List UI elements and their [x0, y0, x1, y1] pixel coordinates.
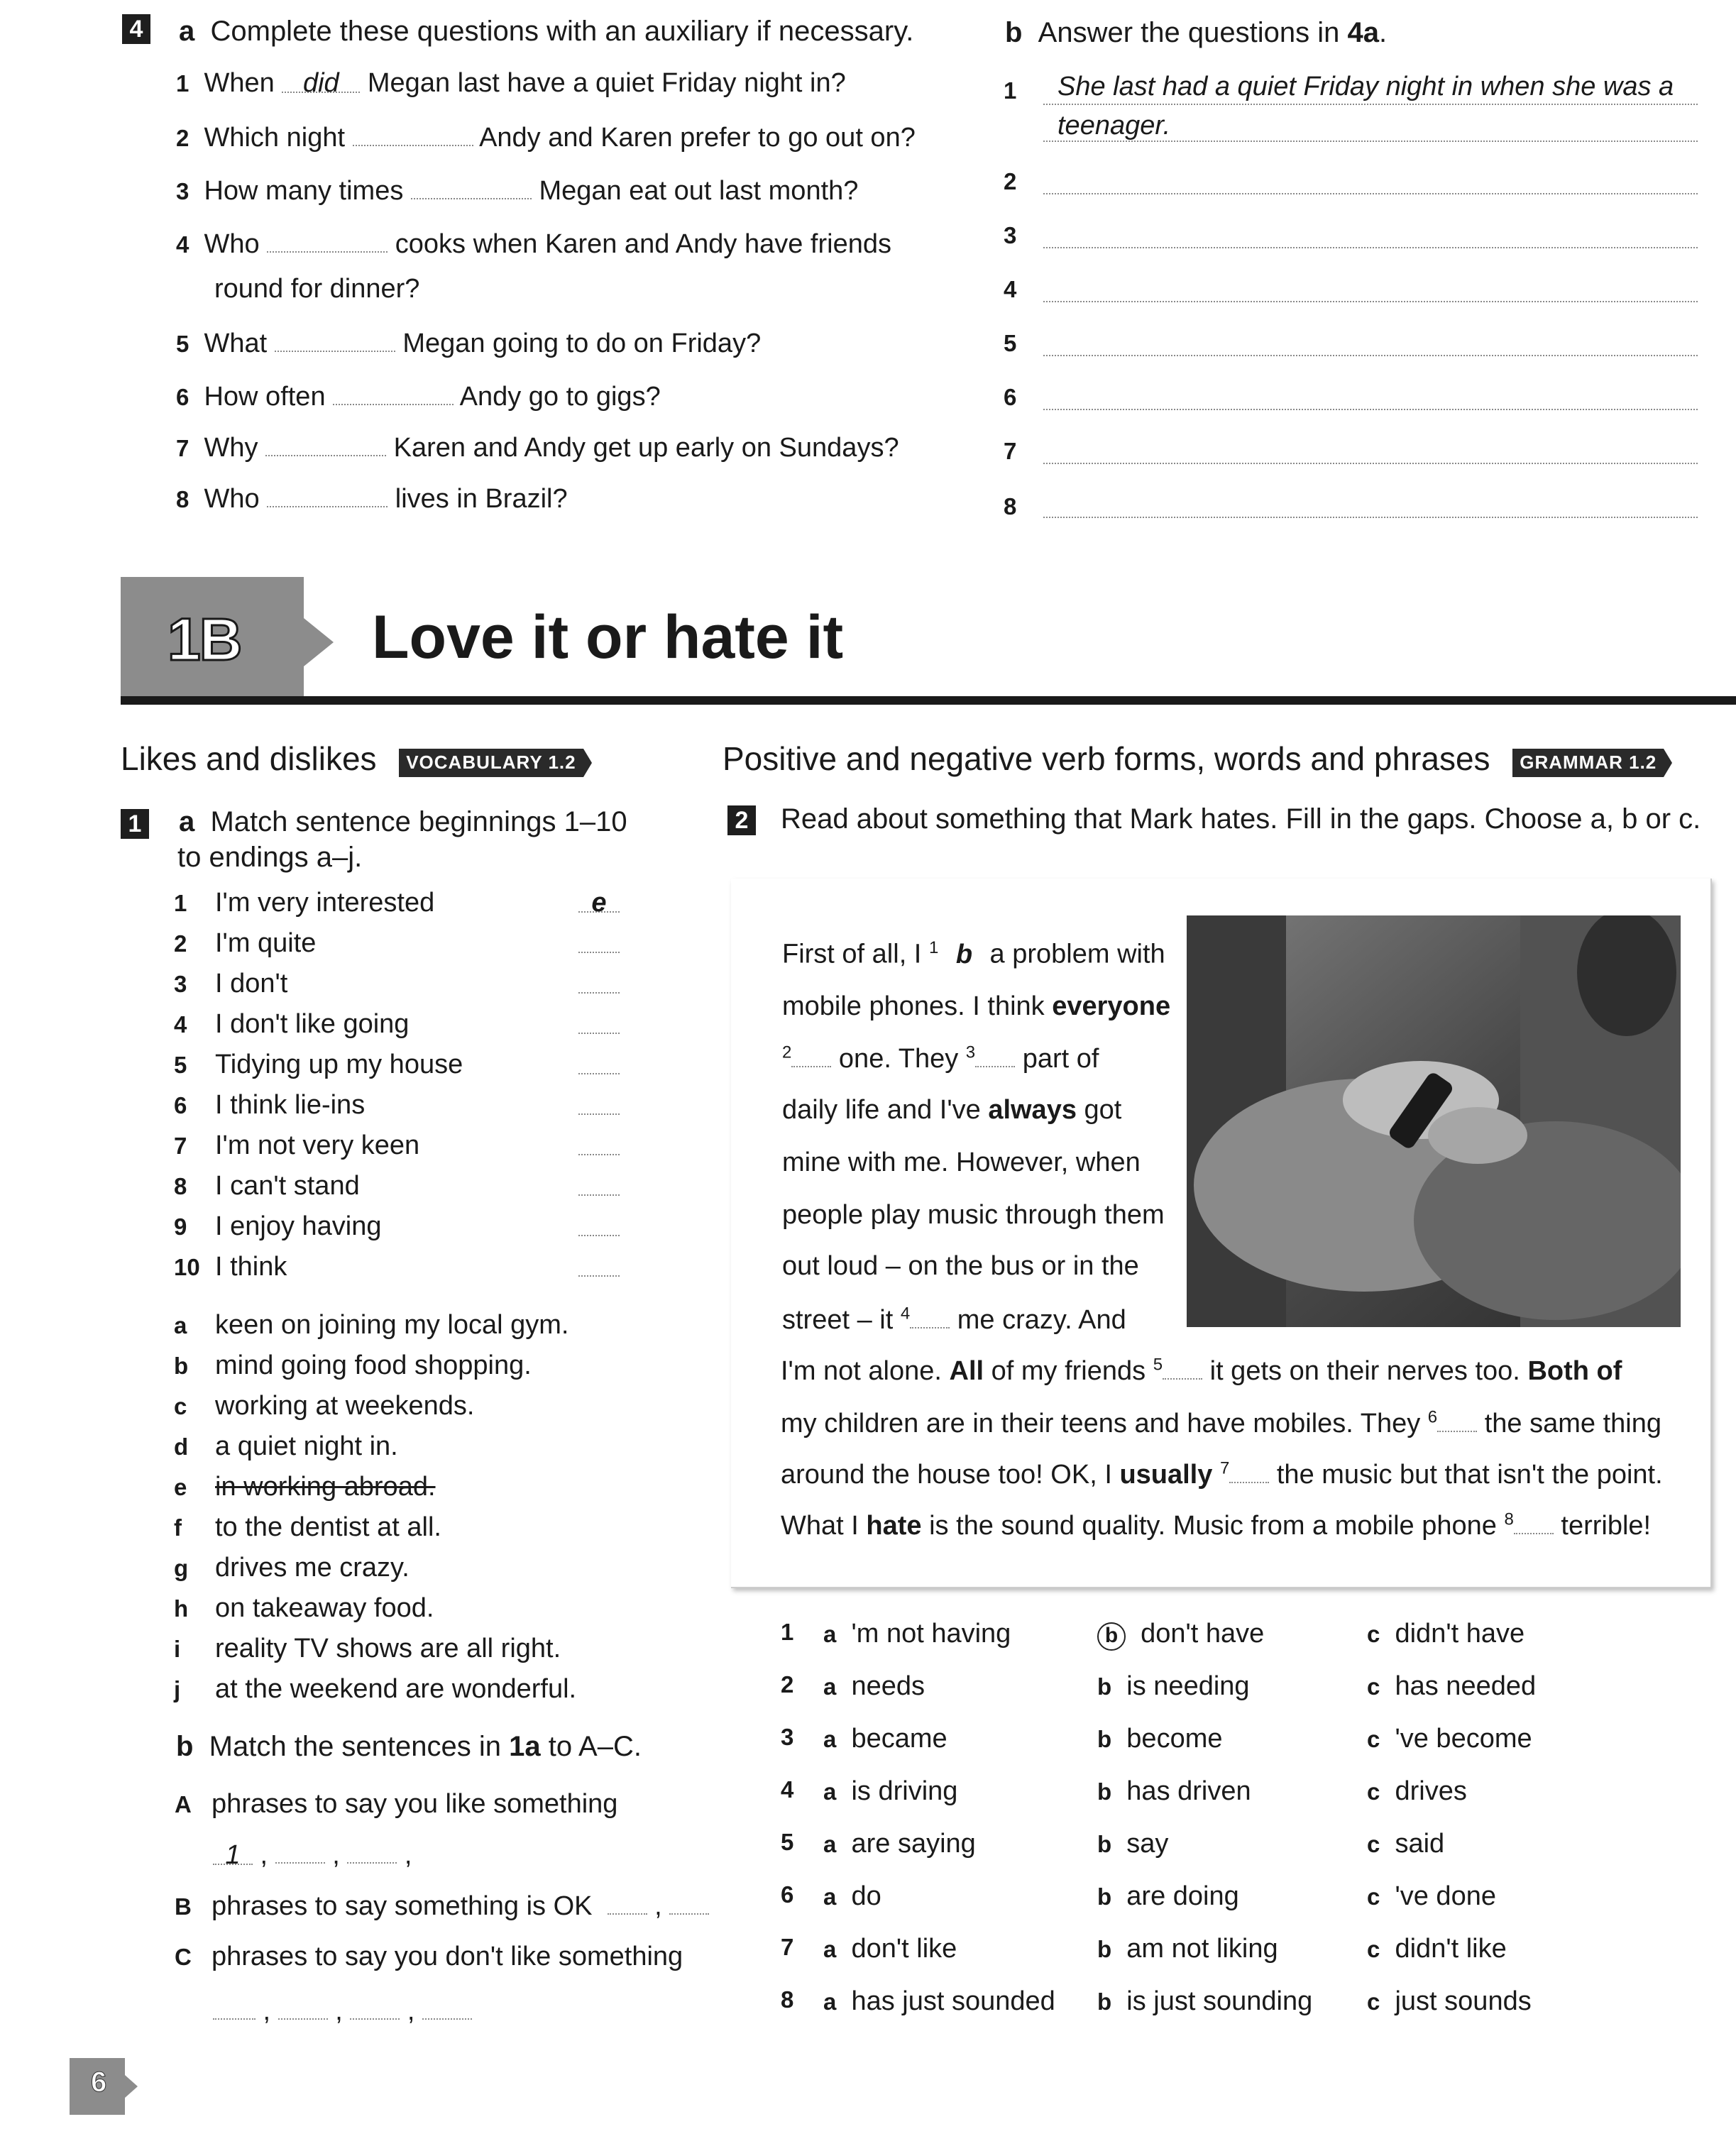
answer-gap[interactable]: 1	[213, 1839, 253, 1865]
unit-title: Love it or hate it	[372, 603, 844, 671]
question-6: 6 How often Andy go to gigs?	[176, 380, 661, 414]
answer-line[interactable]	[1043, 301, 1698, 302]
option-a[interactable]: a has just sounded	[823, 1986, 1055, 2016]
group-A: A phrases to say you like something	[175, 1789, 618, 1819]
answer-num-7: 7	[1004, 438, 1017, 464]
answer-line[interactable]	[1043, 463, 1698, 464]
item-letter: c	[174, 1393, 187, 1419]
beginnings-list	[174, 887, 628, 1299]
option-b[interactable]: b become	[1097, 1724, 1223, 1754]
item-text: drives me crazy.	[215, 1553, 410, 1583]
beginning-item	[174, 1008, 628, 1041]
vocab-1a-title-2: to endings a–j.	[177, 842, 363, 873]
answer-line[interactable]	[1043, 104, 1698, 105]
option-c[interactable]: c just sounds	[1367, 1986, 1532, 2016]
passage-line: I'm not alone. All of my friends $^5$ it gets on their nerves too. Both of	[781, 1355, 1622, 1386]
ex4b-title: b Answer the questions in 4a.	[1005, 17, 1388, 48]
item-letter: a	[174, 1312, 187, 1338]
question-8: 8 Who lives in Brazil?	[176, 482, 568, 516]
option-a[interactable]: a don't like	[823, 1934, 957, 1964]
answer-1-line1: She last had a quiet Friday night in when she was a	[1057, 72, 1674, 101]
option-b[interactable]: b has driven	[1097, 1776, 1251, 1806]
option-number: 5	[781, 1829, 794, 1855]
answer-gap[interactable]: did	[282, 67, 360, 93]
item-number: 3	[174, 971, 187, 997]
passage-line: mobile phones. I think everyone	[782, 991, 1171, 1021]
option-b[interactable]: b don't have	[1097, 1618, 1264, 1651]
item-text: Tidying up my house	[215, 1050, 463, 1079]
group-C-gaps: , , ,	[213, 1994, 472, 2028]
ending-item	[174, 1512, 441, 1544]
option-number: 7	[781, 1934, 794, 1960]
answer-gap[interactable]	[267, 482, 388, 507]
vocab-ex1-num: 1	[121, 809, 149, 839]
circled-answer-icon[interactable]: b	[1097, 1622, 1126, 1651]
unit-banner	[121, 577, 1736, 705]
beginning-item	[174, 1049, 628, 1082]
item-text: I'm very interested	[215, 888, 435, 918]
question-4: 4 Who cooks when Karen and Andy have friends	[176, 227, 891, 261]
option-c[interactable]: c didn't like	[1367, 1934, 1507, 1964]
item-text: I can't stand	[215, 1171, 360, 1201]
tag-arrow-icon	[1664, 749, 1672, 777]
item-text: reality TV shows are all right.	[215, 1634, 561, 1663]
passage-line: around the house too! OK, I usually $^7$ the music but that isn't the point.	[781, 1458, 1663, 1490]
answer-gap[interactable]	[267, 227, 388, 253]
item-number: 9	[174, 1214, 187, 1240]
question-5: 5 What Megan going to do on Friday?	[176, 326, 761, 361]
answer-line[interactable]	[1043, 409, 1698, 410]
item-letter: d	[174, 1434, 189, 1460]
item-text: I don't	[215, 969, 288, 999]
option-c[interactable]: c has needed	[1367, 1671, 1537, 1701]
answer-gap[interactable]	[213, 1994, 256, 2020]
item-letter: j	[174, 1676, 181, 1702]
ending-item	[174, 1350, 532, 1382]
option-b[interactable]: b say	[1097, 1829, 1169, 1859]
answer-num-3: 3	[1004, 222, 1017, 248]
item-text: I'm quite	[215, 928, 317, 958]
answer-num-2: 2	[1004, 168, 1017, 194]
item-number: 2	[174, 930, 187, 957]
answer-gap[interactable]	[669, 1889, 709, 1915]
beginning-item	[174, 1089, 628, 1122]
page-number: 6	[91, 2067, 107, 2098]
item-letter: g	[174, 1555, 189, 1581]
passage-line: out loud – on the bus or in the	[782, 1251, 1139, 1281]
passage-gap[interactable]: b	[955, 939, 973, 969]
passage-line: First of all, I $^1$ b a problem with	[782, 938, 1165, 971]
option-b[interactable]: b am not liking	[1097, 1934, 1278, 1964]
beginning-item	[174, 1130, 628, 1162]
vocab-1a-title: a Match sentence beginnings 1–10	[179, 806, 627, 837]
passage-gap[interactable]	[1437, 1407, 1477, 1432]
option-a[interactable]: a needs	[823, 1671, 925, 1701]
ending-item	[174, 1431, 398, 1463]
answer-gap[interactable]	[578, 1211, 620, 1236]
answer-gap[interactable]: e	[578, 887, 620, 913]
item-text: I don't like going	[215, 1009, 410, 1039]
item-letter: e	[174, 1474, 187, 1500]
answer-num-4: 4	[1004, 276, 1017, 302]
passage-line: street – it $^4$ me crazy. And	[782, 1304, 1126, 1335]
item-number: 8	[174, 1173, 187, 1199]
item-text: mind going food shopping.	[215, 1350, 532, 1380]
ending-item	[174, 1390, 474, 1423]
ending-item	[174, 1471, 436, 1504]
answer-gap[interactable]	[422, 1994, 472, 2020]
passage-gap[interactable]	[1514, 1509, 1554, 1534]
passage-gap[interactable]	[791, 1042, 831, 1067]
item-text: I enjoy having	[215, 1211, 382, 1241]
ex4a-title: a Complete these questions with an auxiliary if necessary.	[179, 16, 914, 47]
grammar-ex2-num: 2	[727, 805, 756, 835]
question-3: 3 How many times Megan eat out last month?	[176, 174, 858, 208]
answer-line[interactable]	[1043, 517, 1698, 518]
answer-num-6: 6	[1004, 384, 1017, 410]
item-letter: b	[174, 1353, 189, 1379]
vocab-1b-title: b Match the sentences in 1a to A–C.	[176, 1731, 642, 1762]
option-number: 2	[781, 1671, 794, 1698]
answer-gap[interactable]	[578, 928, 620, 953]
answer-line[interactable]	[1043, 141, 1698, 142]
option-c[interactable]: c said	[1367, 1829, 1445, 1859]
exercise-number: 4	[122, 14, 150, 44]
passage-gap[interactable]	[1229, 1458, 1269, 1483]
item-number: 4	[174, 1011, 187, 1038]
item-text: I'm not very keen	[215, 1130, 420, 1160]
item-letter: h	[174, 1595, 189, 1622]
answer-gap[interactable]	[578, 1049, 620, 1074]
answer-num-5: 5	[1004, 330, 1017, 356]
tag-arrow-icon	[583, 749, 592, 777]
banner-rule	[121, 696, 1736, 705]
group-C: C phrases to say you don't like something	[175, 1942, 683, 1971]
endings-list	[174, 1309, 671, 1721]
beginning-item	[174, 968, 628, 1001]
item-text: to the dentist at all.	[215, 1512, 441, 1542]
answer-gap[interactable]	[411, 174, 532, 199]
ending-item	[174, 1673, 576, 1706]
answer-line[interactable]	[1043, 193, 1698, 194]
item-text: working at weekends.	[215, 1391, 475, 1421]
question-4-cont: round for dinner?	[214, 274, 420, 304]
ending-item	[174, 1592, 434, 1625]
unit-code: 1B	[167, 606, 241, 673]
passage-line: daily life and I've always got	[782, 1095, 1122, 1125]
answer-gap[interactable]	[578, 1170, 620, 1196]
options-list	[781, 1618, 1703, 2030]
ex4-header-a	[122, 14, 150, 44]
page-tab-arrow-icon	[125, 2075, 138, 2098]
answer-gap[interactable]	[578, 968, 620, 994]
answer-gap[interactable]	[265, 431, 386, 456]
grammar-heading: Positive and negative verb forms, words and phrases GRAMMAR 1.2	[723, 739, 1672, 779]
option-c[interactable]: c 've become	[1367, 1724, 1532, 1754]
option-number: 4	[781, 1776, 794, 1803]
passage-line: people play music through them	[782, 1200, 1165, 1230]
answer-gap[interactable]	[275, 326, 395, 352]
item-text: a quiet night in.	[215, 1431, 398, 1461]
option-number: 3	[781, 1724, 794, 1750]
option-a[interactable]: a is driving	[823, 1776, 958, 1806]
vocabulary-tag[interactable]: VOCABULARY 1.2	[399, 749, 583, 776]
passage-line: mine with me. However, when	[782, 1148, 1141, 1177]
question-2: 2 Which night Andy and Karen prefer to go out on?	[176, 121, 916, 155]
answer-gap[interactable]	[578, 1008, 620, 1034]
ending-item	[174, 1633, 561, 1666]
answer-gap[interactable]	[578, 1089, 620, 1115]
item-text: keen on joining my local gym.	[215, 1310, 569, 1340]
answer-gap[interactable]	[353, 121, 473, 146]
item-text: in working abroad.	[215, 1472, 436, 1502]
passage-line: my children are in their teens and have mobiles. They $^6$ the same thing	[781, 1407, 1661, 1438]
passage-line: What I hate is the sound quality. Music from a mobile phone $^8$ terrible!	[781, 1509, 1652, 1541]
answer-gap[interactable]	[275, 1838, 325, 1864]
answer-gap[interactable]	[578, 1251, 620, 1277]
item-text: I think lie-ins	[215, 1090, 366, 1120]
answer-line[interactable]	[1043, 247, 1698, 248]
option-a[interactable]: a became	[823, 1724, 947, 1754]
option-a[interactable]: a 'm not having	[823, 1619, 1011, 1649]
item-text: on takeaway food.	[215, 1593, 434, 1623]
option-c[interactable]: c didn't have	[1367, 1619, 1525, 1649]
item-number: 1	[174, 890, 187, 916]
ending-item	[174, 1552, 410, 1585]
answer-num-1: 1	[1004, 77, 1017, 104]
item-letter: f	[174, 1514, 182, 1541]
item-number: 6	[174, 1092, 187, 1118]
option-a[interactable]: a are saying	[823, 1829, 976, 1859]
group-B: B phrases to say something is OK ,	[175, 1889, 709, 1923]
beginning-item	[174, 887, 628, 920]
option-b[interactable]: b is just sounding	[1097, 1986, 1313, 2016]
answer-gap[interactable]	[578, 1130, 620, 1155]
group-A-gaps: 1 , , ,	[213, 1838, 412, 1872]
item-text: at the weekend are wonderful.	[215, 1674, 577, 1704]
mobile-phone-photo	[1187, 915, 1681, 1327]
item-number: 7	[174, 1133, 187, 1159]
answer-line[interactable]	[1043, 355, 1698, 356]
answer-gap[interactable]	[347, 1838, 397, 1864]
passage-gap[interactable]	[910, 1303, 950, 1328]
beginning-item	[174, 1211, 628, 1243]
passage-gap[interactable]	[1163, 1354, 1202, 1380]
grammar-tag[interactable]: GRAMMAR 1.2	[1512, 749, 1664, 776]
beginning-item	[174, 1251, 628, 1284]
option-c[interactable]: c 've done	[1367, 1881, 1496, 1911]
answer-gap[interactable]	[608, 1889, 647, 1915]
passage-gap[interactable]	[975, 1042, 1015, 1067]
question-1: 1 When did Megan last have a quiet Friday night in?	[176, 68, 846, 98]
grammar-instruction: Read about something that Mark hates. Fill in the gaps. Choose a, b or c.	[781, 803, 1701, 835]
beginning-item	[174, 1170, 628, 1203]
option-c[interactable]: c drives	[1367, 1776, 1467, 1806]
option-b[interactable]: b is needing	[1097, 1671, 1250, 1701]
option-number: 6	[781, 1881, 794, 1908]
option-a[interactable]: a do	[823, 1881, 881, 1911]
answer-num-8: 8	[1004, 493, 1017, 519]
item-letter: i	[174, 1636, 181, 1662]
answer-1-line2: teenager.	[1057, 111, 1171, 141]
item-number: 5	[174, 1052, 187, 1078]
option-number: 1	[781, 1619, 794, 1645]
option-b[interactable]: b are doing	[1097, 1881, 1239, 1911]
question-7: 7 Why Karen and Andy get up early on Sundays?	[176, 431, 899, 465]
ending-item	[174, 1309, 568, 1342]
answer-gap[interactable]	[350, 1994, 400, 2020]
beginning-item	[174, 928, 628, 960]
item-number: 10	[174, 1254, 200, 1280]
vocab-heading: Likes and dislikes VOCABULARY 1.2	[121, 739, 592, 779]
option-number: 8	[781, 1986, 794, 2013]
passage-line: $^2$ one. They $^3$ part of	[782, 1043, 1099, 1074]
answer-gap[interactable]	[333, 380, 454, 405]
item-text: I think	[215, 1252, 287, 1282]
answer-gap[interactable]	[278, 1994, 328, 2020]
